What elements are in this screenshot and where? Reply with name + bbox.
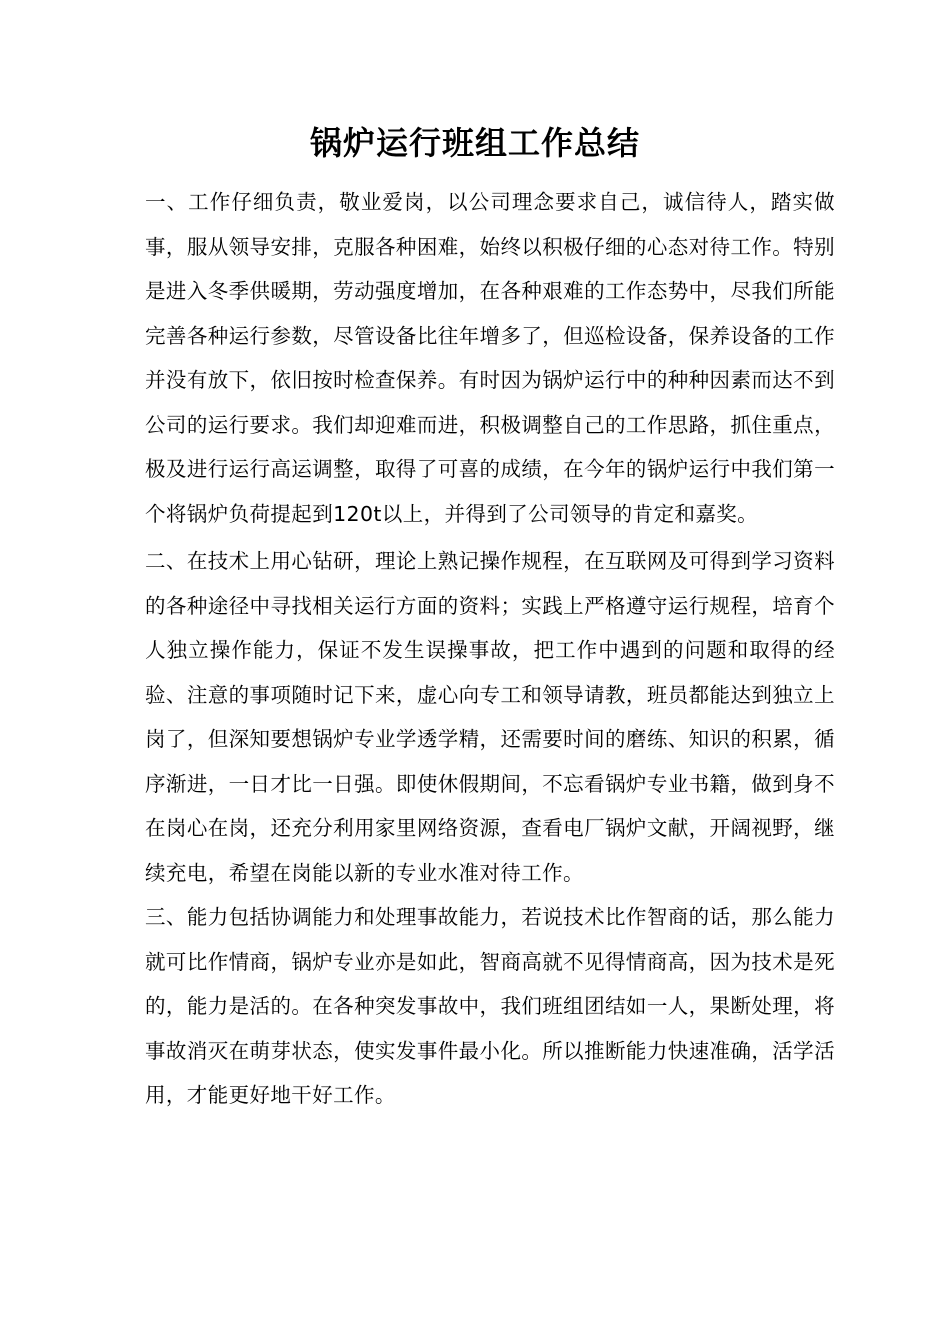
- document-body: [145, 180, 835, 1118]
- paragraph-1: 一、工作仔细负责，敬业爱岗，以公司理念要求自己，诚信待人，踏实做事，服从领导安排，克服各种困难，始终以积极仔细的心态对待工作。特别是进入冬季供暖期，劳动强度增加，在各种艰难的工作态势中，尽我们所能完善各种运行参数，尽管设备比往年增多了，但巡检设备，保养设备的工作并没有放下，依旧按时检查保养。有时因为锅炉运行中的种种因素而达不到公司的运行要求。我们却迎难而进，积极调整自己的工作思路，抓住重点，极及进行运行高运调整，取得了可喜的成绩，在今年的锅炉运行中我们第一个将锅炉负荷提起到120t以上，并得到了公司领导的肯定和嘉奖。: [145, 190, 835, 526]
- paragraph-2: 二、在技术上用心钻研，理论上熟记操作规程，在互联网及可得到学习资料的各种途径中寻找相关运行方面的资料；实践上严格遵守运行规程，培育个人独立操作能力，保证不发生误操事故，把工作中遇到的问题和取得的经验、注意的事项随时记下来，虚心向专工和领导请教，班员都能达到独立上岗了，但深知要想锅炉专业学透学精，还需要时间的磨练、知识的积累，循序渐进，一日才比一日强。即使休假期间，不忘看锅炉专业书籍，做到身不在岗心在岗，还充分利用家里网络资源，查看电厂锅炉文献，开阔视野，继续充电，希望在岗能以新的专业水准对待工作。: [145, 549, 835, 885]
- document-title: 锅炉运行班组工作总结: [309, 124, 640, 162]
- paragraph-3: 三、能力包括协调能力和处理事故能力，若说技术比作智商的话，那么能力就可比作情商，锅炉专业亦是如此，智商高就不见得情商高，因为技术是死的，能力是活的。在各种突发事故中，我们班组团结如一人，果断处理，将事故消灭在萌芽状态，使实发事件最小化。所以推断能力快速准确，活学活用，才能更好地干好工作。: [145, 905, 835, 1107]
